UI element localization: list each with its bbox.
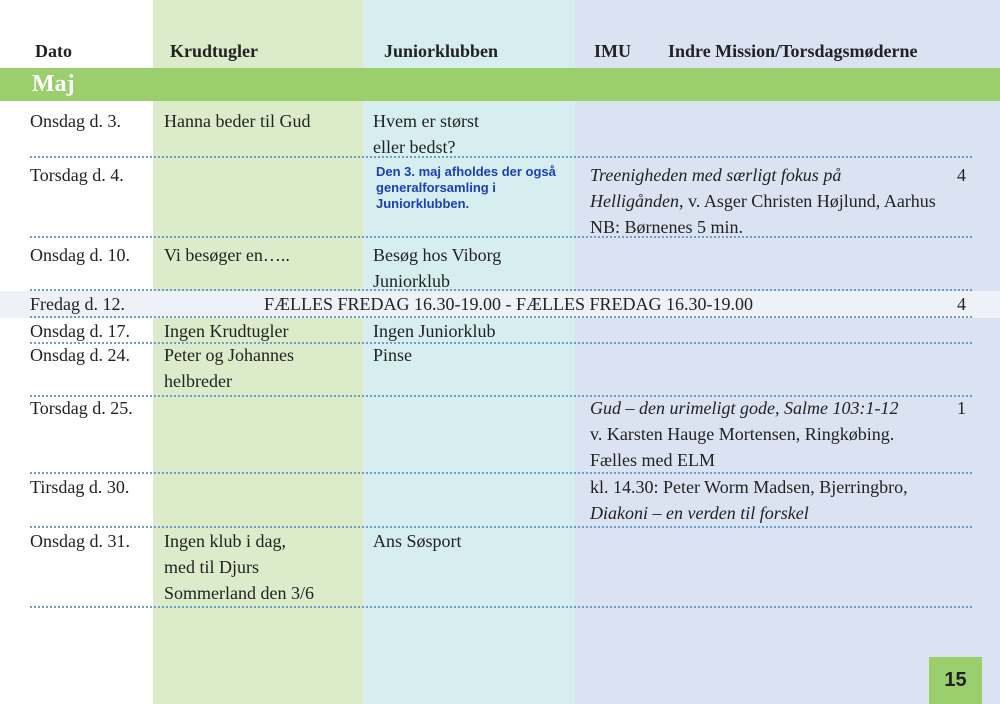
page-number: 15 (929, 657, 982, 704)
juniorklub-cell: Pinse (373, 345, 413, 365)
krudtugler-cell: Peter og Johannes helbreder (164, 345, 294, 391)
juniorklub-cell: Besøg hos Viborg Juniorklub (373, 245, 502, 291)
row-number: 4 (957, 294, 966, 314)
table-row (0, 474, 1000, 528)
krudtugler-cell: Vi besøger en….. (164, 245, 290, 265)
krudtugler-cell: Hanna beder til Gud (164, 111, 311, 131)
table-row (0, 344, 1000, 397)
table-row (0, 238, 1000, 291)
header-krudtugler: Krudtugler (170, 41, 258, 61)
header-indre-mission: Indre Mission/Torsdagsmøderne (668, 41, 918, 61)
table-row (0, 397, 1000, 474)
row-divider (30, 606, 972, 608)
faelles-fredag-text: FÆLLES FREDAG 16.30-19.00 - FÆLLES FREDAG 16.30-19.00 (264, 294, 754, 314)
row-date: Onsdag d. 31. (30, 531, 130, 551)
header-juniorklubben: Juniorklubben (384, 41, 499, 61)
table-row (0, 318, 1000, 344)
row-date: Torsdag d. 25. (30, 398, 133, 418)
row-number: 4 (957, 165, 966, 185)
row-date: Onsdag d. 17. (30, 321, 130, 341)
juniorklub-note: Den 3. maj afholdes der også generalforsamling i Juniorklubben. (376, 164, 556, 211)
row-date: Tirsdag d. 30. (30, 477, 130, 497)
table-row (0, 104, 1000, 158)
imu-cell: Gud – den urimeligt gode, Salme 103:1-12 v. Karsten Hauge Mortensen, Ringkøbing. Fælles med ELM (590, 398, 899, 470)
juniorklub-cell: Ingen Juniorklub (373, 321, 496, 341)
row-date: Onsdag d. 10. (30, 245, 130, 265)
krudtugler-cell: Ingen klub i dag, med til Djurs Sommerland den 3/6 (164, 531, 314, 603)
row-date: Onsdag d. 3. (30, 111, 121, 131)
imu-cell: kl. 14.30: Peter Worm Madsen, Bjerringbro, Diakoni – en verden til forskel (590, 477, 908, 523)
row-date: Onsdag d. 24. (30, 345, 130, 365)
table-row (0, 158, 1000, 238)
imu-cell: Treenigheden med særligt fokus på Helligånden, v. Asger Christen Højlund, Aarhus NB: Børnenes 5 min. (590, 165, 936, 237)
row-date: Fredag d. 12. (30, 294, 125, 314)
header-dato: Dato (35, 41, 72, 61)
krudtugler-cell: Ingen Krudtugler (164, 321, 289, 341)
table-row (0, 528, 1000, 608)
month-bar (0, 68, 1000, 101)
row-number: 1 (957, 398, 966, 418)
juniorklub-cell: Ans Søsport (373, 531, 462, 551)
month-title: Maj (32, 71, 75, 97)
row-date: Torsdag d. 4. (30, 165, 124, 185)
header-imu: IMU (594, 41, 631, 61)
juniorklub-cell: Hvem er størst eller bedst? (373, 111, 479, 157)
table-row-faelles-fredag (0, 291, 1000, 318)
